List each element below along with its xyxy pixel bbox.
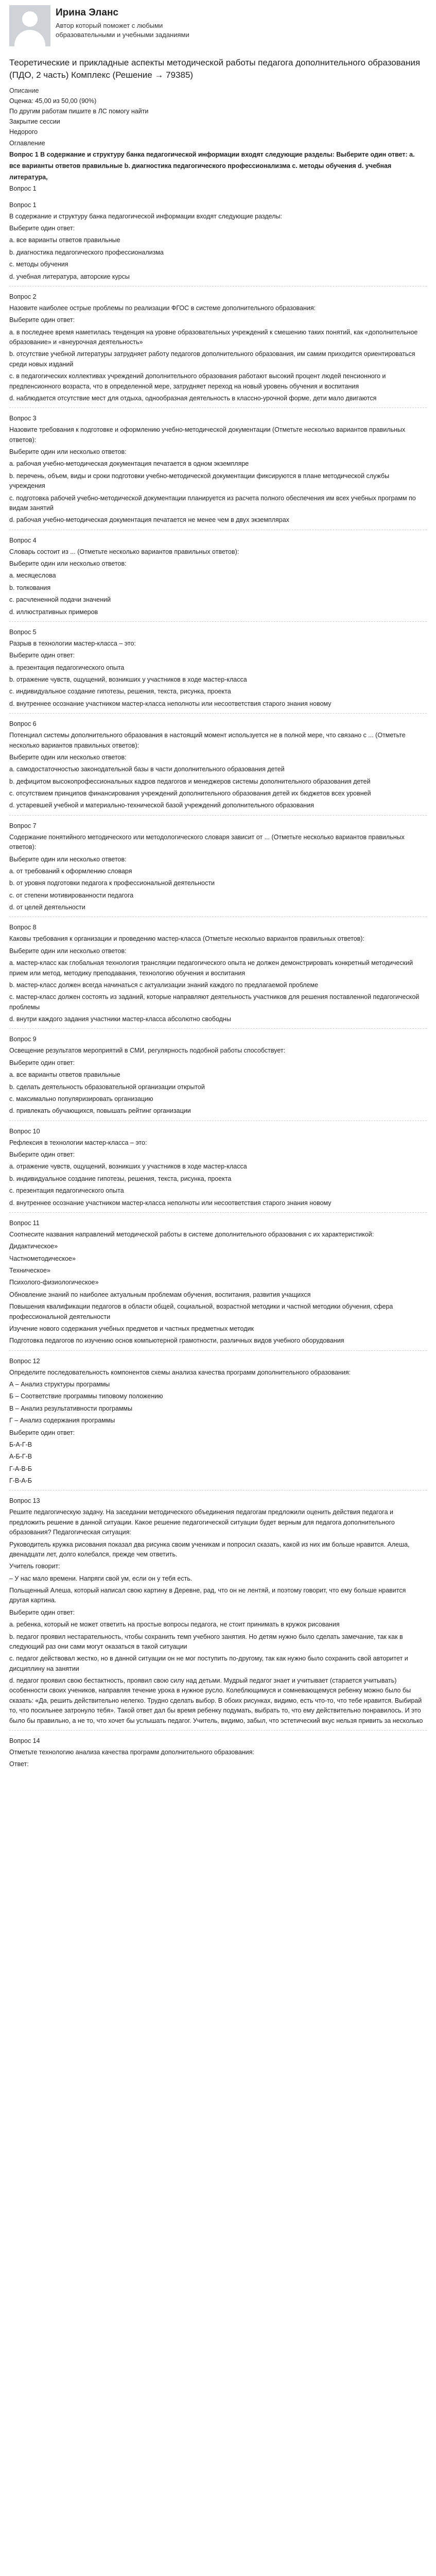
answer-options [9, 571, 427, 617]
answer-option: Учитель говорит: [9, 1563, 60, 1570]
answer-option: b. индивидуальное создание гипотезы, решения, текста, рисунка, проекта [9, 1175, 232, 1182]
answer-option: Повышения квалификации педагогов в области общей, социальной, возрастной методики и частной методики обучения, сфера профессиональной деятельности [9, 1303, 393, 1320]
answer-option: Изучение нового содержания учебных предметов и частных предметных методик [9, 1325, 254, 1332]
answer-option: Техническое» [9, 1267, 50, 1274]
answer-option: b. толкования [9, 584, 51, 591]
question-text: Отметьте технологию анализа качества программ дополнительного образования: [9, 1748, 254, 1756]
question-block [9, 1356, 427, 1491]
answer-option: Выберите один ответ: [9, 1429, 75, 1436]
answer-option: d. наблюдается отсутствие мест для отдыха, однообразная деятельность в классно-урочной форме, дети мало двигаются [9, 394, 377, 402]
answer-option: Б-А-Г-В [9, 1440, 32, 1448]
meta-session-note: Закрытие сессии [9, 118, 60, 126]
answer-option: c. в педагогических коллективах учреждений дополнительного образования работают высокий процент людей пенсионного и предпенсионного возраста, что в определенной мере, затрудняет переход на новый уровень обучения и воспитания [9, 372, 386, 390]
answer-option: Г-А-В-Б [9, 1465, 32, 1472]
answer-option: a. самодостаточностью законодательной базы в части дополнительного образования детей [9, 766, 285, 773]
answer-option: d. привлекать обучающихся, повышать рейтинг организации [9, 1107, 191, 1115]
meta-price-note: Недорого [9, 128, 38, 136]
question-text: Словарь состоит из ... (Отметьте несколько вариантов правильных ответов): [9, 548, 239, 555]
question-number: Вопрос 7 [9, 822, 37, 829]
answer-option: d. внутри каждого задания участники мастер-класса абсолютно свободны [9, 1015, 231, 1023]
answer-prompt: Ответ: [9, 1760, 29, 1768]
question-block [9, 1034, 427, 1121]
question-divider [9, 621, 427, 622]
answer-option: b. сделать деятельность образовательной организации открытой [9, 1083, 205, 1091]
question-number: Вопрос 2 [9, 293, 37, 300]
answer-prompt: Выберите один ответ: [9, 225, 75, 232]
answer-options [9, 663, 427, 709]
question-text: Назовите требования к подготовке и оформлению учебно-методической документации (Отметьте несколько вариантов правильных ответов): [9, 426, 406, 444]
answer-prompt: Выберите один ответ: [9, 1059, 75, 1066]
answer-option: Обновление знаний по наиболее актуальным проблемам обучения, воспитания, развития учащихся [9, 1291, 311, 1298]
answer-option: А-Б-Г-В [9, 1453, 32, 1461]
answer-option: b. мастер-класс должен всегда начинаться с актуализации знаний каждого по предлагаемой проблеме [9, 981, 319, 989]
toc-item[interactable]: Вопрос 1 [9, 184, 37, 192]
question-number: Вопрос 3 [9, 415, 37, 422]
question-block [9, 821, 427, 918]
avatar[interactable] [9, 5, 50, 46]
answer-options [9, 1380, 427, 1486]
avatar-head-shape [22, 11, 38, 27]
question-text: Освещение результатов мероприятий в СМИ, регулярность подобной работы способствует: [9, 1047, 286, 1055]
question-number: Вопрос 9 [9, 1036, 37, 1043]
question-number: Вопрос 13 [9, 1497, 40, 1505]
answer-option: Подготовка педагогов по изучению основ компьютерной грамотности, различных видов учебного оборудования [9, 1337, 344, 1345]
answer-option: d. иллюстративных примеров [9, 608, 98, 616]
answer-option: c. от степени мотивированности педагога [9, 891, 134, 899]
avatar-body-shape [14, 30, 45, 46]
answer-prompt: Выберите один или несколько ответов: [9, 560, 127, 567]
question-text: Решите педагогическую задачу. На заседании методического объединения педагогам предложили оценить действия педагога и предложить решение в данной ситуации. Какое решение педагогической ситуации будет верным для педагога дополнительного образования? Педагогическая ситуация: [9, 1509, 395, 1536]
answer-option: b. перечень, объем, виды и сроки подготовки учебно-методической документации фиксируются в плане методической службы учреждения [9, 472, 390, 490]
question-text: В содержание и структуру банка педагогической информации входят следующие разделы: [9, 212, 282, 220]
meta-description-label: Описание [9, 87, 39, 95]
question-block [9, 1218, 427, 1351]
answer-option: Б – Соответствие программы типовому положению [9, 1393, 163, 1400]
answer-option: b. от уровня подготовки педагога к профессиональной деятельности [9, 879, 215, 887]
answer-option: d. педагог проявил свою бестактность, проявил свою силу над детьми. Мудрый педагог знает и учитывает (старается учитывать) особенности своих учеников, направляя течение урока в нужное русло. Колеблющимуся и сомневающемуся ребенку можно было бы сказать: «Да, решить действительно нелегко. Трудно сделать выбор. В обоих рисунках, видимо, есть что-то, что тебе нравится. Выбирай то, что посильнее затронуло тебя». Такой ответ дал бы время ребенку подумать, выбрать то, что ему действительно понравилось. И это было бы правильно, а не то, что хочет бы услышать педагог. Учитель, видимо, забыл, что эстетический вкус нельзя привить за несколько [9, 1677, 423, 1724]
question-divider [9, 1028, 427, 1029]
answer-options [9, 958, 427, 1024]
author-info [56, 5, 205, 40]
answer-option: d. рабочая учебно-методическая документация печатается не менее чем в двух экземплярах [9, 516, 289, 524]
answer-option: c. отсутствием принципов финансирования учреждений дополнительного образования детей их бюджетов всех уровней [9, 790, 371, 797]
answer-option: c. максимально популяризировать организацию [9, 1095, 153, 1103]
answer-option: c. подготовка рабочей учебно-методической документации планируется из расчета полного обеспечения им всех учебных программ по видам занятий [9, 494, 416, 512]
answer-option: b. педагог проявил нестарательность, чтобы сохранить темп учебного занятия. Но детям нужно было сделать замечание, так как в следующий раз они сами могут оказаться в такой ситуации [9, 1633, 403, 1650]
toc-heading: Оглавление [9, 140, 45, 147]
answer-options [9, 1162, 427, 1208]
answer-option: Частнометодическое» [9, 1255, 76, 1262]
answer-option: d. устаревшей учебной и материально-технической базой учреждений дополнительного образования [9, 802, 314, 809]
answer-options [9, 328, 427, 404]
answer-option: a. месяцеслова [9, 572, 56, 580]
question-block [9, 535, 427, 622]
answer-option: d. учебная литература, авторские курсы [9, 273, 130, 280]
question-number: Вопрос 6 [9, 720, 37, 728]
question-divider [9, 1212, 427, 1213]
question-divider [9, 1350, 427, 1351]
answer-option: a. все варианты ответов правильные [9, 1071, 120, 1079]
answer-options [9, 765, 427, 811]
answer-options [9, 235, 427, 282]
question-number: Вопрос 14 [9, 1737, 40, 1744]
answer-options [9, 1242, 427, 1346]
answer-option: c. педагог действовал жестко, но в данной ситуации он не мог поступить по-другому, так как нужно было сохранить свой авторитет и дисциплину на занятии [9, 1655, 408, 1672]
question-text: Назовите наиболее острые проблемы по реализации ФГОС в системе дополнительного образования: [9, 304, 316, 312]
answer-options [9, 867, 427, 913]
answer-options [9, 1540, 427, 1726]
answer-option: a. рабочая учебно-методическая документация печатается в одном экземпляре [9, 460, 249, 468]
answer-option: – У нас мало времени. Напряги свой ум, если он у тебя есть. [9, 1574, 193, 1582]
question-text: Соотнесите названия направлений методической работы в системе дополнительного образования с их характеристикой: [9, 1230, 374, 1238]
answer-option: c. мастер-класс должен состоять из заданий, которые направляют деятельность участников для решения поставленной педагогической проблемы [9, 993, 420, 1011]
answer-option: В – Анализ результативности программы [9, 1404, 133, 1412]
answer-options [9, 1070, 427, 1116]
question-block [9, 413, 427, 530]
answer-option: a. в последнее время наметилась тенденция на уровне образовательных учреждений к смешению таких понятий, как «дополнительное образование» и «внеурочная деятельность» [9, 328, 418, 346]
question-block [9, 627, 427, 714]
answer-option: a. презентация педагогического опыта [9, 664, 125, 671]
answer-option: a. мастер-класс как глобальная технология трансляции педагогического опыта не должен демонстрировать конкретный методический прием или метод, методику преподавания, технологию обучения и воспитания [9, 959, 413, 977]
answer-prompt: Выберите один ответ: [9, 652, 75, 659]
page-title: Теоретические и прикладные аспекты методической работы педагога дополнительного образования (ПДО, 2 часть) Комплекс (Решение → 79385) [9, 58, 421, 80]
question-block [9, 1496, 427, 1731]
question-number: Вопрос 1 [9, 201, 37, 209]
author-description: Автор который поможет с любыми образовательными и учебными заданиями [56, 22, 189, 39]
author-name[interactable]: Ирина Эланс [56, 7, 118, 18]
answer-option: Г-В-А-Б [9, 1477, 32, 1484]
answer-option: d. внутреннее осознание участником мастер-класса неполноты или несоответствия старого знания новому [9, 1199, 332, 1207]
question-number: Вопрос 12 [9, 1357, 40, 1365]
answer-option: b. отражение чувств, ощущений, возникших у участников в ходе мастер-класса [9, 676, 247, 683]
answer-option: Выберите один ответ: [9, 1608, 75, 1616]
answer-option: a. отражение чувств, ощущений, возникших у участников в ходе мастер-класса [9, 1163, 247, 1171]
question-text: Потенциал системы дополнительного образования в настоящий момент используется не в полной мере, что связано с ... (Отметьте несколько вариантов правильных ответов): [9, 732, 406, 749]
question-number: Вопрос 4 [9, 536, 37, 544]
author-card [9, 5, 427, 55]
answer-prompt: Выберите один или несколько ответов: [9, 448, 127, 455]
question-block [9, 200, 427, 286]
answer-option: Психолого-физиологическое» [9, 1279, 99, 1286]
answer-option: А – Анализ структуры программы [9, 1381, 110, 1388]
question-text: Содержание понятийного методического или методологического словаря зависит от ... (Отметьте несколько вариантов правильных ответов): [9, 833, 405, 851]
answer-option: b. диагностика педагогического профессионализма [9, 248, 164, 256]
question-text: Рефлексия в технологии мастер-класса – это: [9, 1139, 147, 1146]
answer-prompt: Выберите один ответ: [9, 316, 75, 324]
answer-option: d. внутреннее осознание участником мастер-класса неполноты или несоответствия старого знания новому [9, 700, 332, 707]
question-divider [9, 1730, 427, 1731]
answer-option: a. ребенка, который не может ответить на простые вопросы педагога, не стоит принимать в кружок рисования [9, 1621, 340, 1629]
answer-prompt: Выберите один или несколько ответов: [9, 753, 127, 761]
answer-prompt: Выберите один или несколько ответов: [9, 855, 127, 863]
question-block [9, 292, 427, 408]
question-number: Вопрос 10 [9, 1127, 40, 1135]
answer-option: a. от требований к оформлению словаря [9, 867, 132, 875]
question-block [9, 1126, 427, 1213]
meta-block [9, 86, 427, 137]
answer-option: a. все варианты ответов правильные [9, 236, 120, 244]
question-number: Вопрос 11 [9, 1219, 40, 1227]
answer-option: c. индивидуальное создание гипотезы, решения, текста, рисунка, проекта [9, 688, 231, 696]
table-of-contents [9, 138, 427, 194]
answer-prompt: Выберите один ответ: [9, 1151, 75, 1158]
answer-option: c. расчлененной подачи значений [9, 596, 111, 604]
question-number: Вопрос 8 [9, 924, 37, 931]
answer-prompt: Выберите один или несколько ответов: [9, 947, 127, 955]
answer-option: c. презентация педагогического опыта [9, 1187, 124, 1195]
answer-option: d. от целей деятельности [9, 904, 85, 911]
question-block [9, 719, 427, 816]
toc-item[interactable]: Вопрос 1 В содержание и структуру банка педагогической информации входят следующие разделы: Выберите один ответ: a. все варианты ответов правильные b. диагностика педагогического профессионализма c. методы обучения d. учебная литература, [9, 151, 415, 181]
answer-options [9, 459, 427, 525]
answer-option: Дидактическое» [9, 1243, 58, 1250]
question-divider [9, 815, 427, 816]
question-number: Вопрос 5 [9, 628, 37, 636]
question-divider [9, 713, 427, 714]
question-text: Каковы требования к организации и проведению мастер-класса (Отметьте несколько вариантов правильных ответов): [9, 935, 364, 943]
question-block [9, 922, 427, 1029]
answer-option: b. отсутствие учебной литературы затрудняет работу педагогов дополнительного образования, им самим приходится ориентироваться среди новых изданий [9, 350, 415, 368]
answer-option: c. методы обучения [9, 261, 68, 268]
meta-score: Оценка: 45,00 из 50,00 (90%) [9, 97, 97, 105]
question-block [9, 1736, 427, 1770]
answer-option: Г – Анализ содержания программы [9, 1417, 115, 1425]
question-text: Разрыв в технологии мастер-класса – это: [9, 639, 136, 647]
questions-list [9, 200, 427, 1770]
answer-option: Руководитель кружка рисования показал два рисунка своим ученикам и попросил сказать, какой из них им больше нравится. Алеша, двенадцати лет, долго колебался, прежде чем ответить. [9, 1540, 410, 1558]
answer-option: Польщенный Алеша, который написал свою картину в Деревне, рад, что он не лентяй, и поэтому говорит, что ему больше нравится другая картина. [9, 1587, 406, 1604]
question-text: Определите последовательность компонентов схемы анализа качества программ дополнительного образования: [9, 1368, 351, 1376]
answer-option: b. дефицитом высокопрофессиональных кадров педагогов и менеджеров системы дополнительного образования детей [9, 777, 371, 785]
meta-contact-note: По другим работам пишите в ЛС помогу найти [9, 108, 149, 115]
